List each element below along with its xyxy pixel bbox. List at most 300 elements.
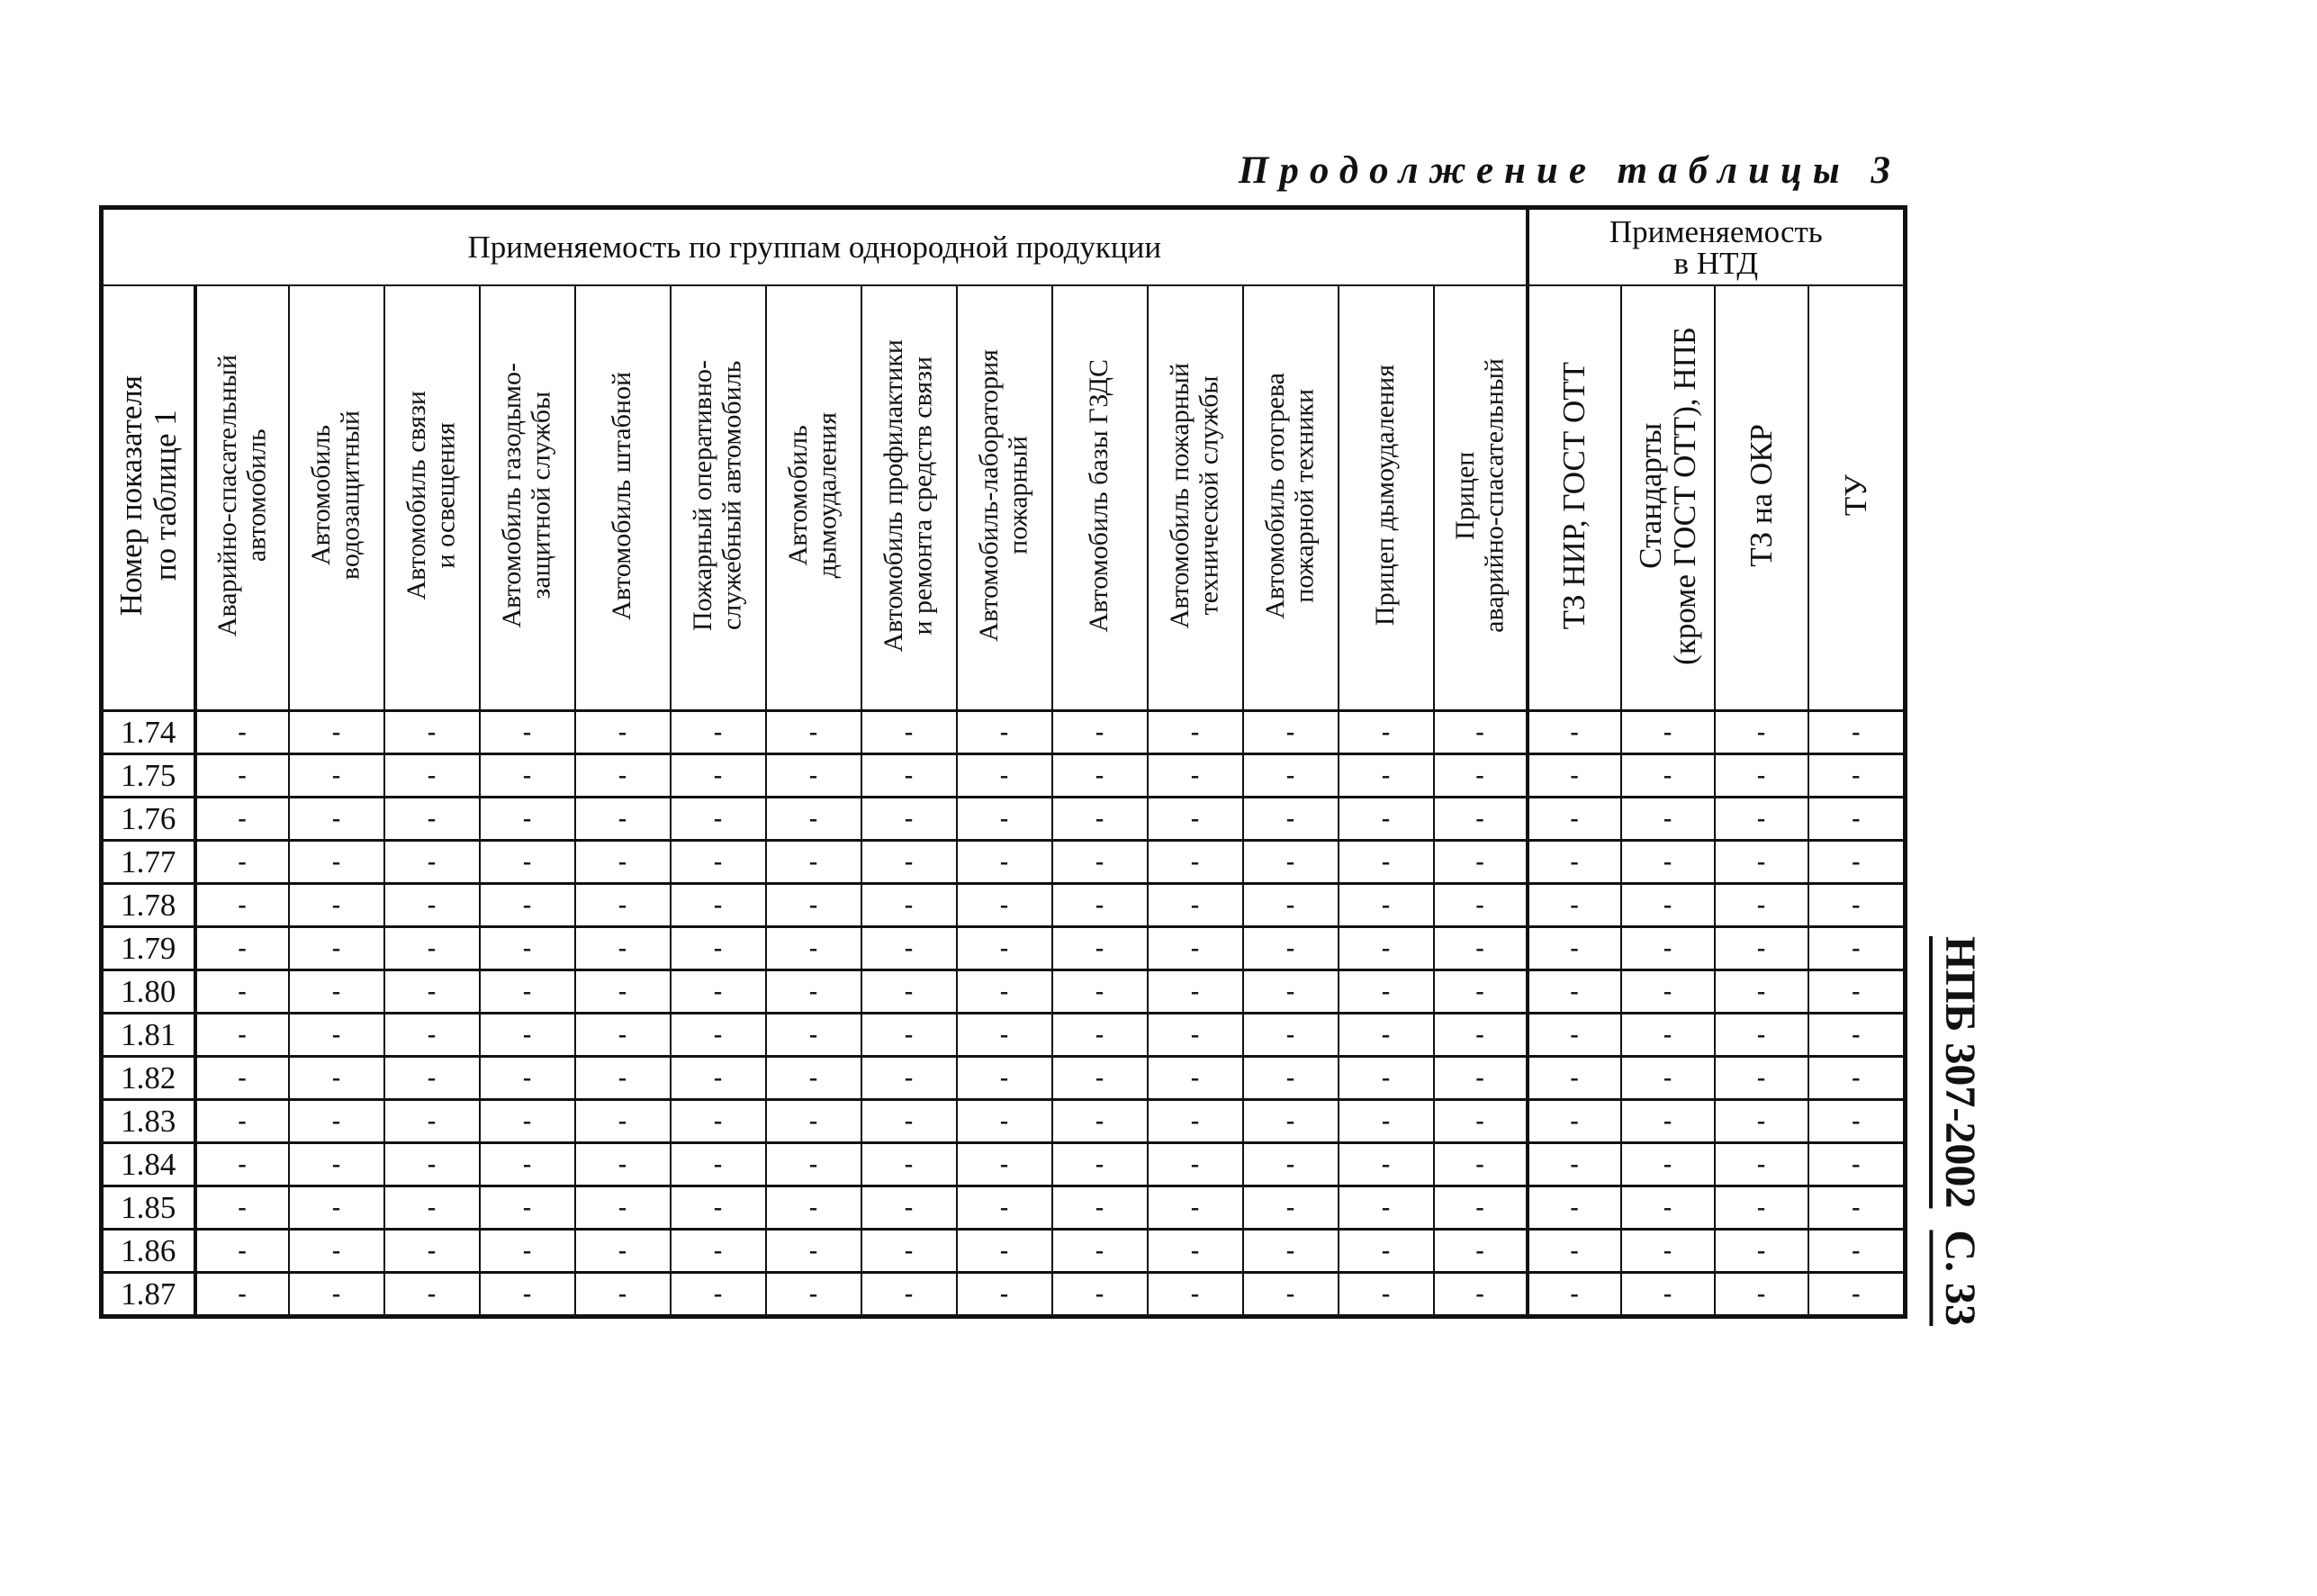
table-cell: - (289, 927, 384, 970)
table-cell: - (1243, 841, 1339, 884)
page-number: С. 33 (1936, 1230, 1984, 1327)
column-header-10 (1052, 285, 1148, 711)
table-cell: - (671, 841, 766, 884)
column-header-label: Автомобиль базы ГЗДС (1084, 358, 1114, 633)
row-number: 1.86 (102, 1230, 195, 1273)
table-cell: - (766, 1143, 861, 1186)
column-header-7 (766, 285, 861, 711)
table-row (102, 970, 1906, 1014)
table-cell: - (1434, 754, 1528, 798)
table-cell: - (195, 927, 289, 970)
table-row (102, 1143, 1906, 1186)
table-cell: - (480, 1186, 575, 1230)
table-cell: - (1243, 1273, 1339, 1317)
table-cell: - (289, 884, 384, 927)
table-cell: - (1715, 1057, 1808, 1100)
table-cell: - (1148, 1186, 1243, 1230)
table-cell: - (1434, 927, 1528, 970)
table-cell: - (1148, 1230, 1243, 1273)
table-cell: - (1052, 927, 1148, 970)
table-cell: - (384, 711, 480, 754)
document-stamp (1935, 936, 1985, 1326)
column-header-row (102, 285, 1906, 711)
table-cell: - (957, 1014, 1052, 1057)
table-cell: - (195, 754, 289, 798)
group-header-row (102, 208, 1906, 286)
table-cell: - (861, 841, 957, 884)
table-cell: - (1148, 884, 1243, 927)
table-cell: - (1715, 841, 1808, 884)
table-cell: - (957, 884, 1052, 927)
table-cell: - (1243, 884, 1339, 927)
table-cell: - (1528, 1014, 1621, 1057)
table-cell: - (575, 1230, 671, 1273)
column-header-2 (289, 285, 384, 711)
table-cell: - (766, 884, 861, 927)
table-cell: - (957, 1100, 1052, 1143)
table-cell: - (1808, 1230, 1906, 1273)
row-number: 1.85 (102, 1186, 195, 1230)
table-row (102, 1057, 1906, 1100)
row-number: 1.77 (102, 841, 195, 884)
column-header-label: Автомобиль пожарный технической службы (1165, 362, 1224, 629)
table-cell: - (671, 1057, 766, 1100)
table-cell: - (1528, 841, 1621, 884)
table-cell: - (575, 1057, 671, 1100)
table-cell: - (671, 1230, 766, 1273)
table-cell: - (766, 711, 861, 754)
table-cell: - (289, 754, 384, 798)
table-cell: - (1148, 1100, 1243, 1143)
table-cell: - (575, 927, 671, 970)
table-cell: - (1434, 1186, 1528, 1230)
table-cell: - (1528, 711, 1621, 754)
table-cell: - (957, 1230, 1052, 1273)
table-cell: - (1148, 711, 1243, 754)
table-cell: - (1339, 1273, 1434, 1317)
table-cell: - (1528, 1100, 1621, 1143)
table-cell: - (1052, 970, 1148, 1014)
table-cell: - (1052, 1230, 1148, 1273)
column-header-18 (1808, 285, 1906, 711)
table-cell: - (1621, 1273, 1715, 1317)
column-header-label: Пожарный оперативно- служебный автомобиль (688, 359, 747, 631)
table-cell: - (861, 1014, 957, 1057)
applicability-table (99, 205, 1907, 1319)
table-cell: - (1339, 1143, 1434, 1186)
column-header-13 (1339, 285, 1434, 711)
table-cell: - (1808, 927, 1906, 970)
table-cell: - (671, 1273, 766, 1317)
table-caption: Продолжение таблицы 3 (1238, 149, 1901, 192)
row-number: 1.78 (102, 884, 195, 927)
table-cell: - (1243, 1014, 1339, 1057)
table-row (102, 1273, 1906, 1317)
table-cell: - (861, 1100, 957, 1143)
row-number: 1.74 (102, 711, 195, 754)
table-cell: - (195, 884, 289, 927)
table-cell: - (1808, 970, 1906, 1014)
table-cell: - (480, 927, 575, 970)
table-cell: - (957, 798, 1052, 841)
table-cell: - (671, 1186, 766, 1230)
table-cell: - (1243, 754, 1339, 798)
table-cell: - (1715, 754, 1808, 798)
table-cell: - (1621, 711, 1715, 754)
table-cell: - (861, 711, 957, 754)
table-cell: - (957, 1143, 1052, 1186)
table-cell: - (766, 1014, 861, 1057)
row-number-header (102, 285, 195, 711)
table-cell: - (480, 1100, 575, 1143)
table-cell: - (1339, 711, 1434, 754)
table-cell: - (1434, 798, 1528, 841)
table-cell: - (1808, 841, 1906, 884)
table-cell: - (575, 754, 671, 798)
row-number: 1.80 (102, 970, 195, 1014)
row-number: 1.79 (102, 927, 195, 970)
table-cell: - (1808, 1143, 1906, 1186)
table-cell: - (1434, 970, 1528, 1014)
table-cell: - (1621, 1057, 1715, 1100)
table-cell: - (1052, 754, 1148, 798)
table-cell: - (1808, 798, 1906, 841)
table-cell: - (1621, 1014, 1715, 1057)
table-cell: - (289, 1100, 384, 1143)
table-cell: - (1434, 1143, 1528, 1186)
table-cell: - (1528, 1143, 1621, 1186)
table-cell: - (766, 1273, 861, 1317)
table-cell: - (766, 970, 861, 1014)
table-cell: - (1528, 1273, 1621, 1317)
table-cell: - (1434, 1230, 1528, 1273)
table-cell: - (1808, 1057, 1906, 1100)
column-header-4 (480, 285, 575, 711)
table-cell: - (1052, 798, 1148, 841)
table-cell: - (957, 841, 1052, 884)
table-cell: - (1339, 841, 1434, 884)
table-cell: - (1621, 1100, 1715, 1143)
table-cell: - (1528, 1230, 1621, 1273)
table-cell: - (1243, 1230, 1339, 1273)
table-cell: - (1715, 970, 1808, 1014)
column-header-label: Автомобиль профилактики и ремонта средств связи (879, 338, 938, 653)
table-cell: - (575, 841, 671, 884)
table-cell: - (1148, 927, 1243, 970)
table-cell: - (1339, 1057, 1434, 1100)
table-cell: - (480, 884, 575, 927)
table-cell: - (1715, 1143, 1808, 1186)
table-cell: - (1052, 1100, 1148, 1143)
table-cell: - (1528, 798, 1621, 841)
row-number-header-label: Номер показателя по таблице 1 (113, 374, 183, 617)
table-cell: - (1052, 1186, 1148, 1230)
table-cell: - (766, 1230, 861, 1273)
table-cell: - (861, 1273, 957, 1317)
column-header-8 (861, 285, 957, 711)
table-row (102, 1100, 1906, 1143)
table-cell: - (480, 1014, 575, 1057)
table-cell: - (1339, 970, 1434, 1014)
column-header-label: Автомобиль-лаборатория пожарный (974, 349, 1033, 642)
table-cell: - (575, 1014, 671, 1057)
table-cell: - (671, 1014, 766, 1057)
row-number: 1.83 (102, 1100, 195, 1143)
column-header-label: Автомобиль газодымо- защитной службы (497, 363, 556, 628)
table-cell: - (861, 1143, 957, 1186)
table-cell: - (384, 754, 480, 798)
table-cell: - (289, 841, 384, 884)
table-cell: - (289, 1273, 384, 1317)
table-cell: - (1715, 1186, 1808, 1230)
column-header-label: Стандарты (кроме ГОСТ ОТТ), НПБ (1632, 326, 1702, 665)
table-cell: - (1621, 798, 1715, 841)
table-cell: - (671, 884, 766, 927)
table-cell: - (1148, 1143, 1243, 1186)
table-cell: - (1621, 1143, 1715, 1186)
table-cell: - (1243, 1100, 1339, 1143)
table-cell: - (1148, 970, 1243, 1014)
table-cell: - (1808, 1186, 1906, 1230)
column-header-15 (1528, 285, 1621, 711)
table-cell: - (861, 798, 957, 841)
column-header-label: Автомобиль водозащитный (306, 410, 365, 581)
table-cell: - (1434, 1273, 1528, 1317)
table-cell: - (1052, 1014, 1148, 1057)
table-cell: - (1621, 754, 1715, 798)
column-header-label: ТЗ НИР, ГОСТ ОТТ (1556, 361, 1592, 630)
table-row (102, 798, 1906, 841)
table-cell: - (195, 1100, 289, 1143)
table-cell: - (1808, 1100, 1906, 1143)
table-cell: - (766, 1186, 861, 1230)
table-cell: - (1621, 841, 1715, 884)
table-cell: - (766, 798, 861, 841)
table-cell: - (384, 1014, 480, 1057)
table-cell: - (1528, 1057, 1621, 1100)
table-cell: - (957, 754, 1052, 798)
table-body (102, 711, 1906, 1317)
table-cell: - (289, 1230, 384, 1273)
table-cell: - (671, 1100, 766, 1143)
table-cell: - (1339, 754, 1434, 798)
column-header-label: Автомобиль штабной (607, 371, 637, 620)
table-cell: - (575, 711, 671, 754)
table-cell: - (1243, 798, 1339, 841)
table-cell: - (957, 1057, 1052, 1100)
column-header-1 (195, 285, 289, 711)
table-cell: - (957, 1186, 1052, 1230)
table-cell: - (1621, 884, 1715, 927)
table-cell: - (384, 970, 480, 1014)
table-cell: - (861, 1230, 957, 1273)
table-cell: - (861, 970, 957, 1014)
group-header-products: Применяемость по группам однородной продукции (102, 208, 1528, 286)
table-cell: - (384, 1143, 480, 1186)
table-cell: - (766, 841, 861, 884)
table-cell: - (766, 754, 861, 798)
table-cell: - (1148, 1273, 1243, 1317)
table-cell: - (195, 1057, 289, 1100)
table-cell: - (1528, 927, 1621, 970)
table-cell: - (384, 1273, 480, 1317)
table-cell: - (1243, 927, 1339, 970)
table-row (102, 754, 1906, 798)
table-cell: - (1434, 1057, 1528, 1100)
row-number: 1.84 (102, 1143, 195, 1186)
table-cell: - (195, 1014, 289, 1057)
table-cell: - (1339, 1014, 1434, 1057)
table-cell: - (671, 754, 766, 798)
table-cell: - (289, 1186, 384, 1230)
table-cell: - (1243, 970, 1339, 1014)
table-cell: - (1528, 1186, 1621, 1230)
table-cell: - (480, 1273, 575, 1317)
table-cell: - (480, 1143, 575, 1186)
table-cell: - (289, 1143, 384, 1186)
table-cell: - (1715, 1014, 1808, 1057)
table-cell: - (1339, 798, 1434, 841)
table-cell: - (480, 711, 575, 754)
table-row (102, 1230, 1906, 1273)
table-cell: - (1434, 1100, 1528, 1143)
column-header-12 (1243, 285, 1339, 711)
table-cell: - (861, 884, 957, 927)
table-row (102, 1186, 1906, 1230)
table-cell: - (1243, 1057, 1339, 1100)
table-cell: - (1052, 1143, 1148, 1186)
table-cell: - (1434, 711, 1528, 754)
table-cell: - (480, 798, 575, 841)
column-header-6 (671, 285, 766, 711)
row-number: 1.82 (102, 1057, 195, 1100)
column-header-16 (1621, 285, 1715, 711)
table-cell: - (1715, 884, 1808, 927)
table-cell: - (671, 711, 766, 754)
table-cell: - (1715, 1100, 1808, 1143)
table-cell: - (289, 1014, 384, 1057)
column-header-label: Аварийно-спасательный автомобиль (212, 354, 271, 637)
table-cell: - (957, 927, 1052, 970)
row-number: 1.75 (102, 754, 195, 798)
table-cell: - (766, 1100, 861, 1143)
table-cell: - (480, 841, 575, 884)
table-cell: - (766, 1057, 861, 1100)
table-cell: - (195, 970, 289, 1014)
table-cell: - (1243, 711, 1339, 754)
column-header-14 (1434, 285, 1528, 711)
table-cell: - (195, 1230, 289, 1273)
table-cell: - (1528, 884, 1621, 927)
table-cell: - (1339, 1230, 1434, 1273)
table-cell: - (1148, 1014, 1243, 1057)
table-cell: - (289, 1057, 384, 1100)
table-cell: - (195, 1273, 289, 1317)
table-cell: - (289, 798, 384, 841)
table-cell: - (957, 970, 1052, 1014)
table-cell: - (575, 1100, 671, 1143)
table-cell: - (861, 927, 957, 970)
table-cell: - (384, 1100, 480, 1143)
table-cell: - (957, 711, 1052, 754)
table-cell: - (575, 798, 671, 841)
table-cell: - (671, 798, 766, 841)
table-cell: - (195, 711, 289, 754)
document-code: НПБ 307-2002 (1936, 936, 1984, 1209)
column-header-label: ТЗ на ОКР (1743, 424, 1779, 567)
row-number: 1.81 (102, 1014, 195, 1057)
table-cell: - (289, 711, 384, 754)
table-cell: - (575, 1186, 671, 1230)
table-cell: - (384, 884, 480, 927)
table-cell: - (384, 1057, 480, 1100)
table-cell: - (195, 798, 289, 841)
table-cell: - (1528, 970, 1621, 1014)
table-cell: - (575, 884, 671, 927)
table-cell: - (671, 927, 766, 970)
table-cell: - (1148, 754, 1243, 798)
table-cell: - (289, 970, 384, 1014)
table-cell: - (1528, 754, 1621, 798)
table-cell: - (1052, 1273, 1148, 1317)
column-header-11 (1148, 285, 1243, 711)
row-number: 1.76 (102, 798, 195, 841)
column-header-5 (575, 285, 671, 711)
table-cell: - (1808, 754, 1906, 798)
column-header-label: Автомобиль отогрева пожарной техники (1260, 372, 1320, 619)
table-cell: - (1243, 1143, 1339, 1186)
column-header-label: ТУ (1837, 474, 1873, 517)
table-cell: - (1621, 1230, 1715, 1273)
table-cell: - (480, 754, 575, 798)
table-cell: - (1621, 1186, 1715, 1230)
table-cell: - (384, 1230, 480, 1273)
column-header-3 (384, 285, 480, 711)
table-cell: - (671, 1143, 766, 1186)
table-cell: - (480, 1057, 575, 1100)
table-cell: - (1808, 1273, 1906, 1317)
table-cell: - (480, 970, 575, 1014)
table-cell: - (1339, 1186, 1434, 1230)
table-cell: - (957, 1273, 1052, 1317)
table-cell: - (861, 754, 957, 798)
group-header-ntd (1528, 208, 1906, 286)
table-cell: - (195, 1143, 289, 1186)
table-cell: - (1621, 927, 1715, 970)
table-cell: - (1808, 1014, 1906, 1057)
table-cell: - (1339, 927, 1434, 970)
table-cell: - (480, 1230, 575, 1273)
column-header-label: Автомобиль связи и освещения (401, 391, 461, 600)
table-cell: - (575, 1273, 671, 1317)
column-header-label: Прицеп аварийно-спасательный (1449, 358, 1510, 633)
table-row (102, 1014, 1906, 1057)
table-cell: - (1621, 970, 1715, 1014)
column-header-label: Автомобиль дымоудаления (783, 412, 843, 579)
table-row (102, 841, 1906, 884)
group-header-ntd-label: Применяемость в НТД (1609, 213, 1823, 281)
table-cell: - (384, 1186, 480, 1230)
table-cell: - (1715, 1230, 1808, 1273)
table-cell: - (384, 798, 480, 841)
table-cell: - (1715, 798, 1808, 841)
table-cell: - (1148, 1057, 1243, 1100)
table-cell: - (1339, 1100, 1434, 1143)
table-cell: - (1715, 1273, 1808, 1317)
column-header-9 (957, 285, 1052, 711)
table-cell: - (1052, 884, 1148, 927)
table-cell: - (1243, 1186, 1339, 1230)
